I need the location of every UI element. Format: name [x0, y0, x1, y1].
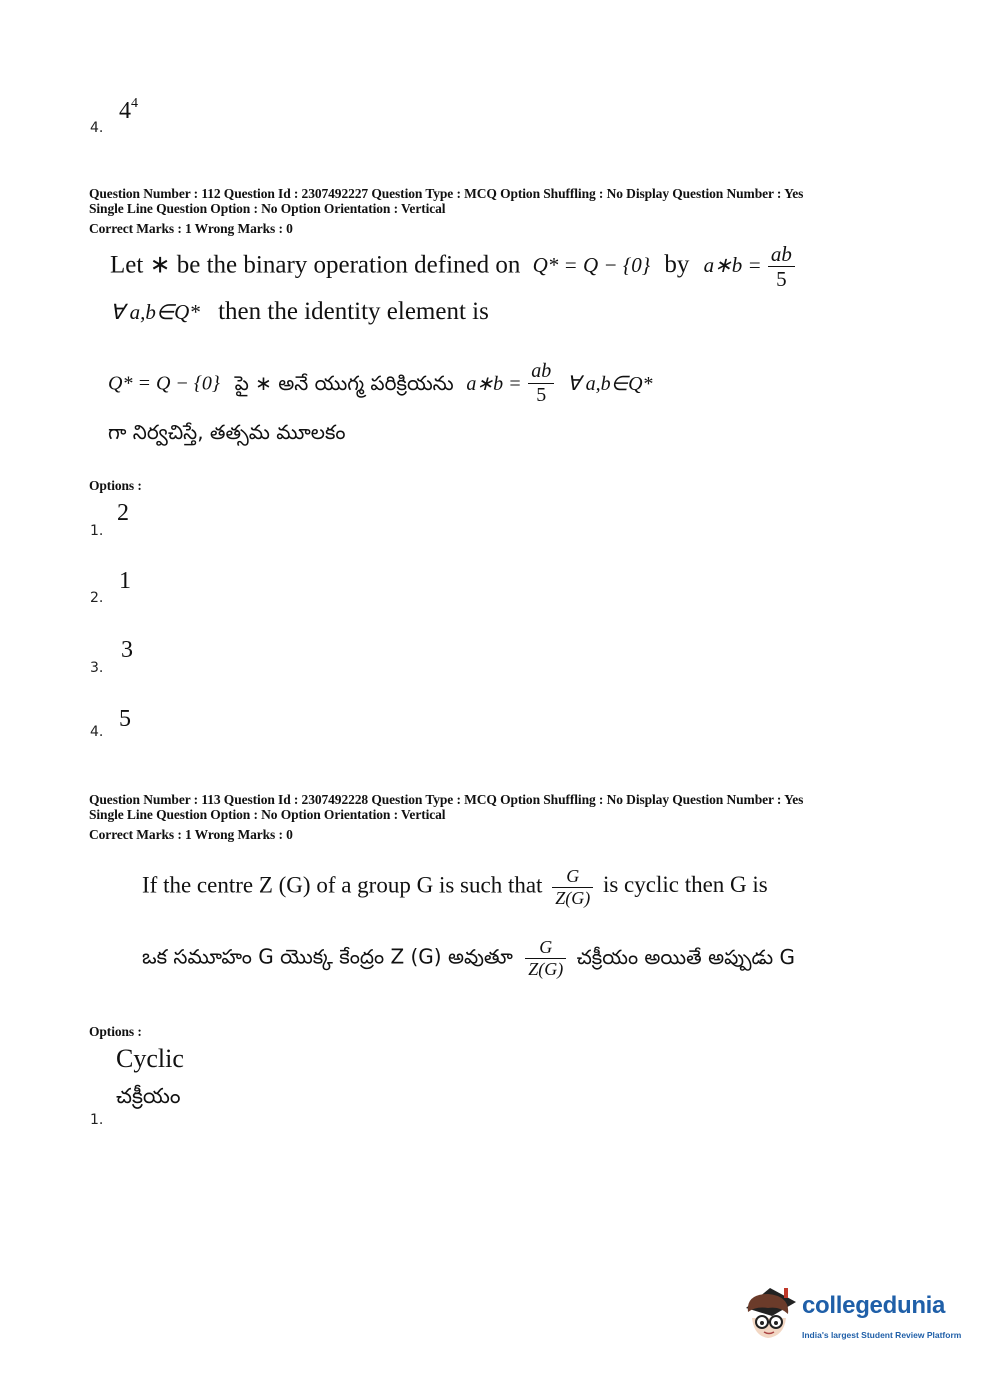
q112-te-set: Q* = Q − {0} [108, 372, 220, 395]
q112-te-forall: ∀ a,b∈Q* [566, 372, 653, 395]
prev-option-4-exponent: 4 [131, 96, 138, 111]
q112-option-1-number: 1. [90, 523, 104, 539]
q112-option-2[interactable] [90, 568, 150, 612]
q113-te-text-a: ఒక సమూహం G యొక్క కేంద్రం Z (G) అవుతూ [142, 944, 513, 969]
q112-option-3-number: 3. [90, 660, 104, 676]
q113-en-text-a: If the centre Z (G) of a group G is such that [142, 872, 543, 898]
q113-en-frac-num: G [552, 866, 593, 888]
q113-meta-line2: Single Line Question Option : No Option Orientation : Vertical [89, 807, 446, 822]
q113-question-en [142, 866, 768, 908]
q113-meta-line1: Question Number : 113 Question Id : 2307492228 Question Type : MCQ Option Shuffling : No Display Question Number : Yes [89, 792, 804, 807]
q112-te-fraction [528, 360, 554, 407]
q113-te-text-b: చక్రీయం అయితే అప్పుడు G [576, 944, 796, 969]
prev-option-4-number: 4. [90, 120, 104, 136]
q112-option-3-value: 3 [121, 637, 133, 663]
q112-en-frac-num: ab [768, 242, 795, 267]
q112-te-text-2: గా నిర్వచిస్తే, తత్సమ మూలకం [108, 420, 346, 444]
q112-en-op: a∗b = [703, 253, 762, 278]
q113-option-1-en: Cyclic [116, 1044, 184, 1073]
q113-te-frac-den: Z(G) [528, 958, 564, 979]
q112-en-by: by [664, 251, 690, 279]
q112-en-set: Q* = Q − {0} [532, 253, 651, 278]
q113-meta [89, 792, 803, 842]
q112-option-1-value: 2 [117, 500, 129, 526]
q113-te-fraction [525, 937, 566, 979]
q112-meta-line1: Question Number : 112 Question Id : 2307492227 Question Type : MCQ Option Shuffling : No Display Question Number : Yes [89, 186, 804, 201]
q112-te-frac-den: 5 [536, 384, 547, 406]
q112-question-te-line2 [108, 420, 346, 449]
collegedunia-logo[interactable] [740, 1282, 980, 1352]
mascot-icon [740, 1282, 798, 1344]
q112-question-te-line1 [108, 360, 653, 407]
q112-option-4-number: 4. [90, 724, 104, 740]
q112-te-op: a∗b = [466, 372, 522, 395]
q113-en-frac-den: Z(G) [555, 887, 591, 908]
collegedunia-tagline: India's largest Student Review Platform [802, 1330, 962, 1340]
q112-meta-line2: Single Line Question Option : No Option Orientation : Vertical [89, 201, 446, 216]
q112-option-2-value: 1 [119, 568, 131, 594]
q112-en-forall: ∀ a,b∈Q* [110, 300, 200, 324]
q113-option-1-number: 1. [90, 1112, 104, 1128]
q112-option-2-number: 2. [90, 590, 104, 606]
q112-te-text: పై ∗ అనే యుగ్మ పరిక్రియను [234, 370, 454, 395]
q113-meta-line3: Correct Marks : 1 Wrong Marks : 0 [89, 827, 293, 842]
q113-question-te [142, 937, 795, 979]
q112-en-frac-den: 5 [776, 267, 787, 292]
q112-option-1[interactable] [90, 500, 150, 544]
q113-option-1[interactable] [90, 1044, 250, 1134]
q112-en-text-b: then the identity element is [218, 298, 489, 325]
q112-meta [89, 186, 803, 236]
q113-option-1-te: చక్రీయం [116, 1084, 181, 1108]
q113-te-frac-num: G [525, 937, 566, 959]
q112-option-3[interactable] [90, 637, 150, 681]
q113-en-text-b: is cyclic then G is [602, 872, 768, 898]
q112-meta-line3: Correct Marks : 1 Wrong Marks : 0 [89, 221, 293, 236]
q112-te-frac-num: ab [528, 360, 554, 384]
q113-options-label: Options : [89, 1024, 142, 1039]
q112-options-label: Options : [89, 478, 142, 493]
q112-en-fraction [768, 242, 795, 291]
q112-option-4-value: 5 [119, 706, 131, 732]
q112-option-4[interactable] [90, 706, 150, 750]
collegedunia-wordmark: collegedunia [802, 1292, 946, 1319]
q112-en-text-a: Let ∗ be the binary operation defined on [110, 251, 521, 279]
q113-en-fraction [552, 866, 593, 908]
q112-question-en-line1 [110, 242, 795, 291]
prev-option-4-value: $4^4$ [119, 96, 138, 124]
q112-question-en-line2 [110, 298, 489, 326]
